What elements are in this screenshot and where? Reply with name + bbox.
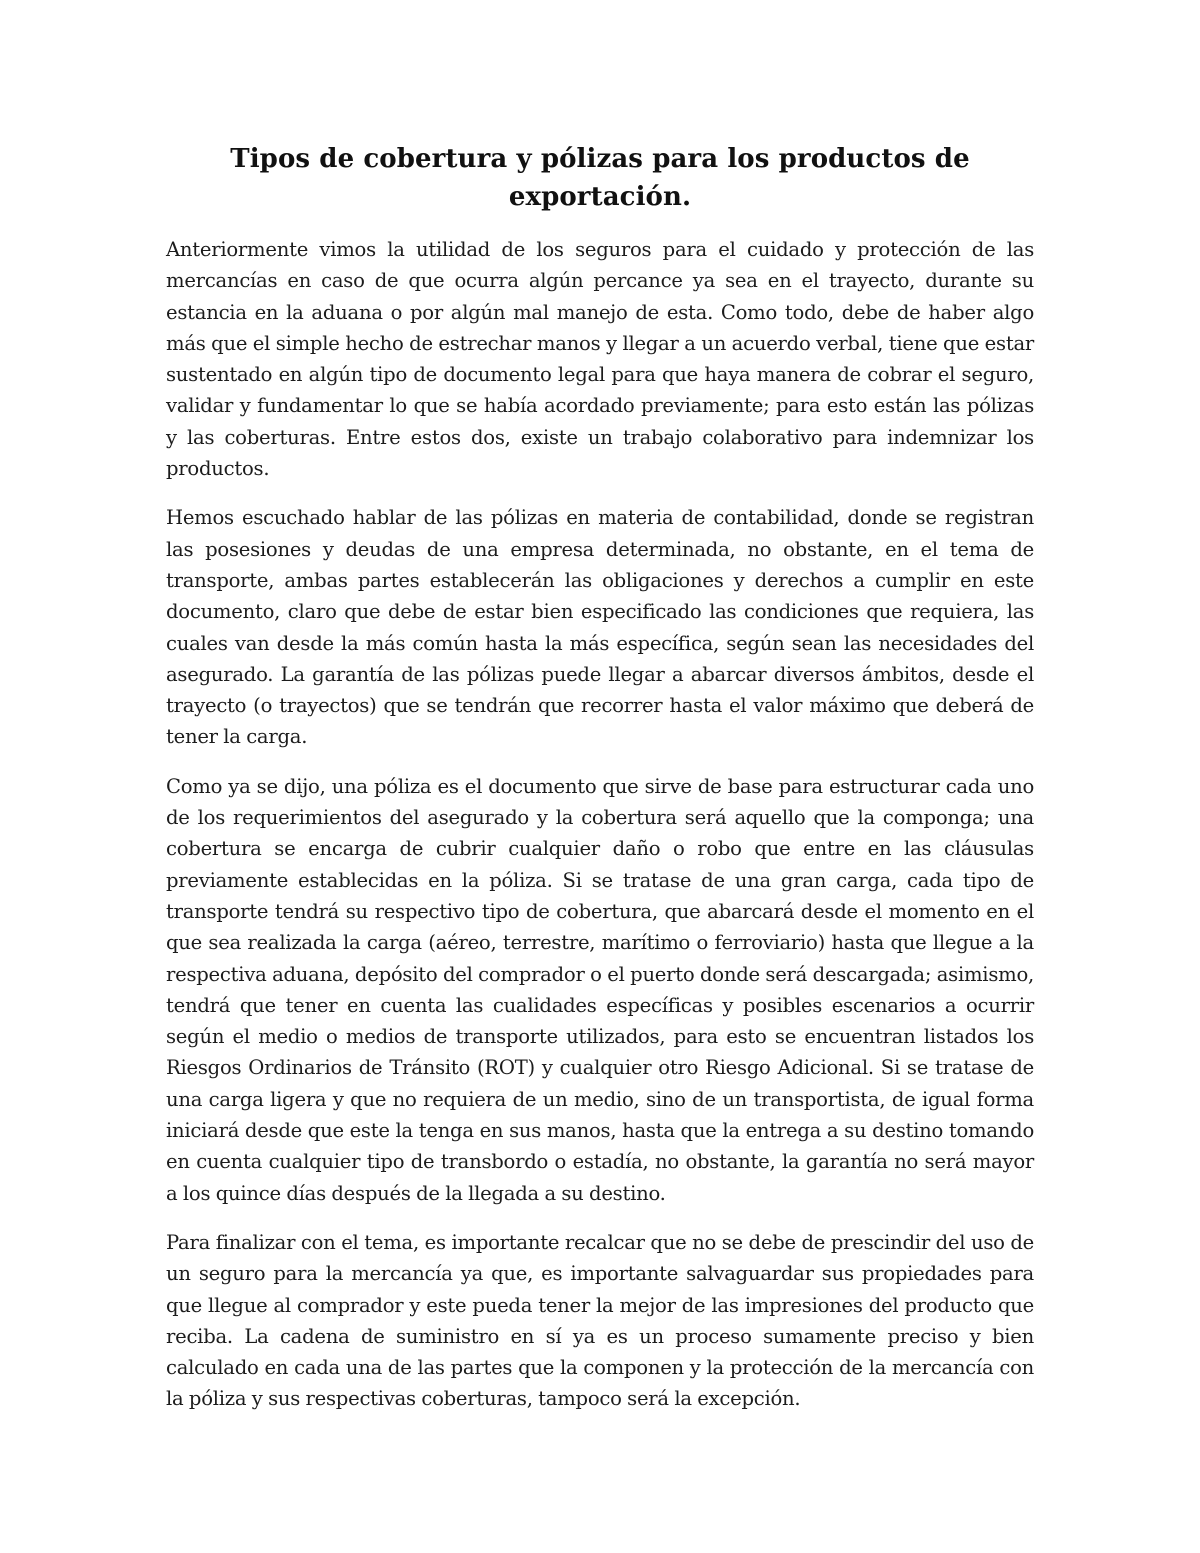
- paragraph-2: Hemos escuchado hablar de las pólizas en materia de contabilidad, donde se registran las posesiones y deudas de una empresa determinada, no obstante, en el tema de transporte, ambas partes establecerán las obligaciones y derechos a cumplir en este documento, claro que debe de estar bien especificado las condiciones que requiera, las cuales van desde la más común hasta la más específica, según sean las necesidades del asegurado. La garantía de las pólizas puede llegar a abarcar diversos ámbitos, desde el trayecto (o trayectos) que se tendrán que recorrer hasta el valor máximo que deberá de tener la carga.: [166, 506, 1034, 749]
- paragraph-4: Para finalizar con el tema, es importante recalcar que no se debe de prescindir del uso de un seguro para la mercancía ya que, es importante salvaguardar sus propiedades para que llegue al comprador y este pueda tener la mejor de las impresiones del producto que reciba. La cadena de suministro en sí ya es un proceso sumamente preciso y bien calculado en cada una de las partes que la componen y la protección de la mercancía con la póliza y sus respectivas coberturas, tampoco será la excepción.: [166, 1230, 1034, 1411]
- document-body: [166, 140, 1034, 1433]
- document-title: Tipos de cobertura y pólizas para los productos de exportación.: [230, 144, 970, 212]
- paragraph-1: Anteriormente vimos la utilidad de los seguros para el cuidado y protección de las mercancías en caso de que ocurra algún percance ya sea en el trayecto, durante su estancia en la aduana o por algún mal manejo de esta. Como todo, debe de haber algo más que el simple hecho de estrechar manos y llegar a un acuerdo verbal, tiene que estar sustentado en algún tipo de documento legal para que haya manera de cobrar el seguro, validar y fundamentar lo que se había acordado previamente; para esto están las pólizas y las coberturas. Entre estos dos, existe un trabajo colaborativo para indemnizar los productos.: [166, 238, 1034, 481]
- paragraph-3: Como ya se dijo, una póliza es el documento que sirve de base para estructurar cada uno de los requerimientos del asegurado y la cobertura será aquello que la componga; una cobertura se encarga de cubrir cualquier daño o robo que entre en las cláusulas previamente establecidas en la póliza. Si se tratase de una gran carga, cada tipo de transporte tendrá su respectivo tipo de cobertura, que abarcará desde el momento en el que sea realizada la carga (aéreo, terrestre, marítimo o ferroviario) hasta que llegue a la respectiva aduana, depósito del comprador o el puerto donde será descargada; asimismo, tendrá que tener en cuenta las cualidades específicas y posibles escenarios a ocurrir según el medio o medios de transporte utilizados, para esto se encuentran listados los Riesgos Ordinarios de Tránsito (ROT) y cualquier otro Riesgo Adicional. Si se tratase de una carga ligera y que no requiera de un medio, sino de un transportista, de igual forma iniciará desde que este la tenga en sus manos, hasta que la entrega a su destino tomando en cuenta cualquier tipo de transbordo o estadía, no obstante, la garantía no será mayor a los quince días después de la llegada a su destino.: [166, 774, 1034, 1205]
